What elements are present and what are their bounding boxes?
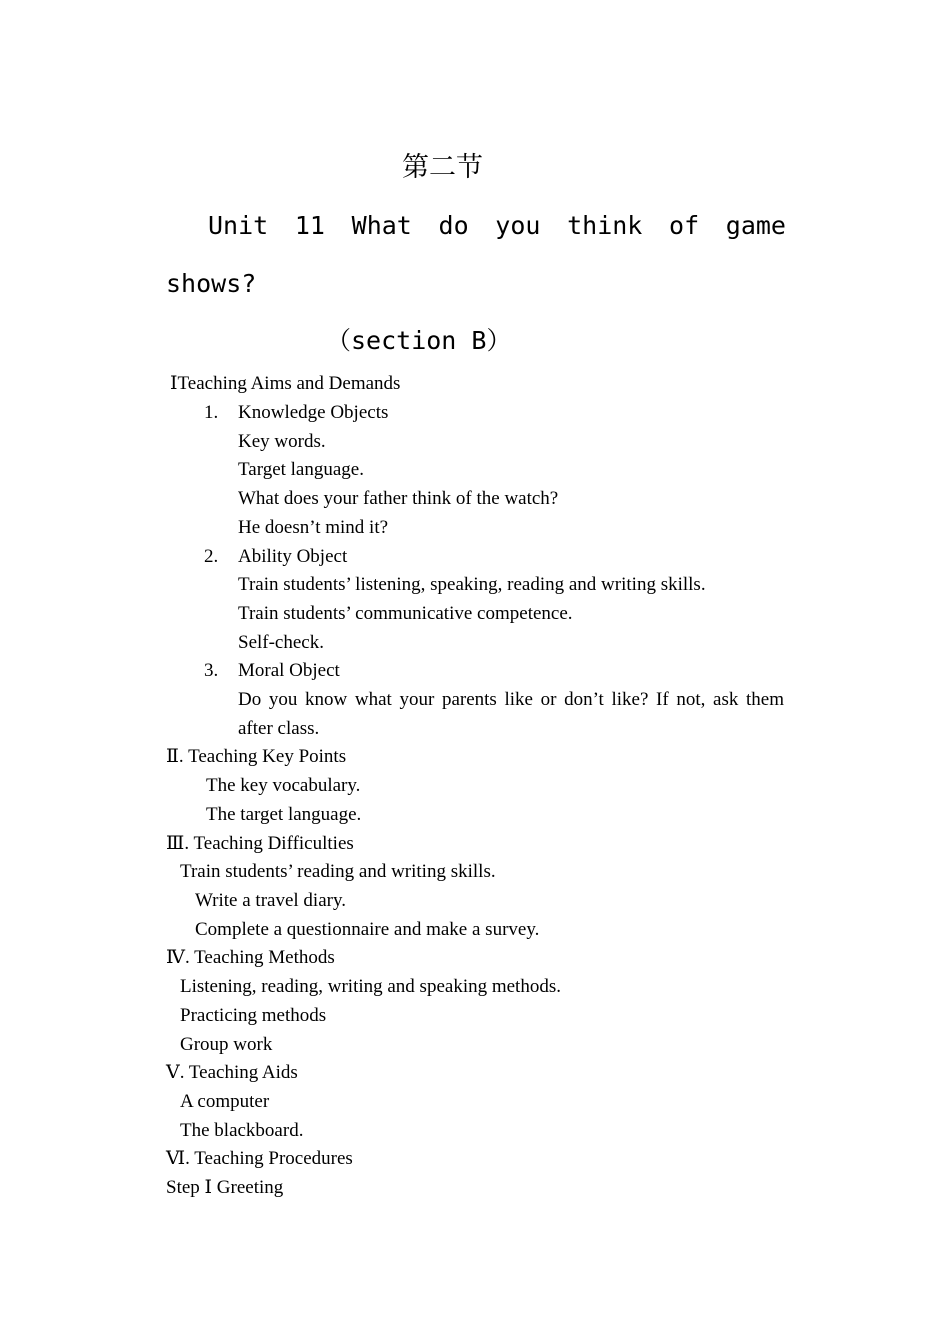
document-title: [208, 208, 786, 244]
list-item: Train students’ listening, speaking, reading and writing skills.: [238, 574, 706, 595]
title-word: game: [725, 211, 786, 240]
list-item: The key vocabulary.: [206, 775, 361, 796]
aids-heading: Ⅴ. Teaching Aids: [166, 1062, 298, 1083]
list-item: Train students’ reading and writing skills.: [180, 861, 496, 882]
moral-object-title: Moral Object: [238, 660, 340, 681]
title-word: 11: [294, 211, 325, 240]
step-heading: Step Ⅰ Greeting: [166, 1177, 284, 1198]
title-word: Unit: [208, 211, 269, 240]
knowledge-objects-title: Knowledge Objects: [238, 402, 389, 423]
aims-heading: ⅠTeaching Aims and Demands: [170, 373, 401, 394]
difficulties-heading: Ⅲ. Teaching Difficulties: [166, 833, 354, 854]
list-item: Group work: [180, 1034, 273, 1055]
list-item: What does your father think of the watch?: [238, 488, 559, 509]
list-item: Target language.: [238, 459, 364, 480]
document-subtitle: （section B）: [326, 326, 512, 355]
methods-heading: Ⅳ. Teaching Methods: [166, 947, 335, 968]
list-number: 3.: [204, 660, 219, 681]
list-item: The blackboard.: [180, 1120, 304, 1141]
list-item: He doesn’t mind it?: [238, 517, 389, 538]
list-number: 2.: [204, 546, 219, 567]
title-word: What: [351, 211, 412, 240]
list-item: The target language.: [206, 804, 362, 825]
ability-object-title: Ability Object: [238, 546, 348, 567]
list-item: A computer: [180, 1091, 270, 1112]
title-word: you: [495, 211, 541, 240]
list-item: Self-check.: [238, 632, 324, 653]
document-title-continued: shows?: [166, 269, 257, 298]
moral-object-text-cont: after class.: [238, 718, 320, 739]
key-points-heading: Ⅱ. Teaching Key Points: [166, 746, 347, 767]
title-word: think: [567, 211, 643, 240]
list-item: Complete a questionnaire and make a survey.: [195, 919, 540, 940]
section-heading-cn: 第二节: [402, 152, 483, 183]
list-item: Listening, reading, writing and speaking methods.: [180, 976, 561, 997]
list-item: Write a travel diary.: [195, 890, 346, 911]
list-item: Practicing methods: [180, 1005, 327, 1026]
list-number: 1.: [204, 402, 219, 423]
title-word: of: [669, 211, 700, 240]
moral-object-text: Do you know what your parents like or don’t like? If not, ask them: [238, 689, 784, 710]
procedures-heading: Ⅵ. Teaching Procedures: [166, 1148, 353, 1169]
title-word: do: [438, 211, 469, 240]
list-item: Key words.: [238, 431, 326, 452]
list-item: Train students’ communicative competence.: [238, 603, 573, 624]
